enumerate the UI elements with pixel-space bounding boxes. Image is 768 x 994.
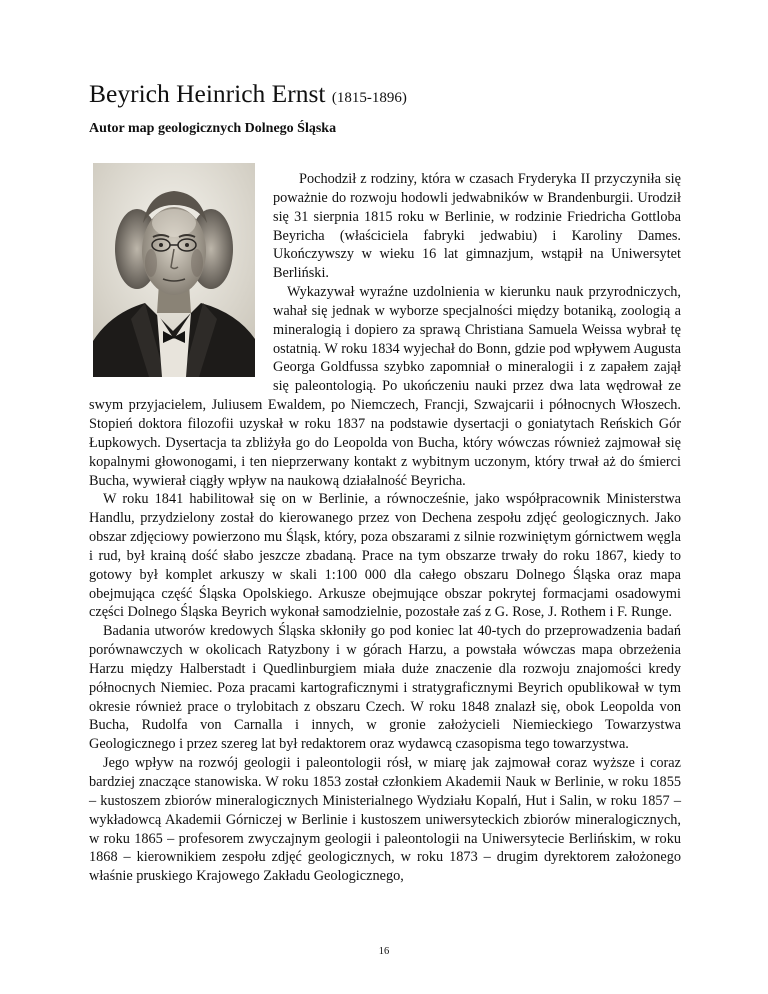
title-years: (1815-1896) xyxy=(331,90,407,106)
paragraph-3: W roku 1841 habilitował się on w Berlinie, a równocześnie, jako współpracownik Ministerstwa Handlu, przydzielony został do kierowanego przez von Dechena zespołu zdjęć geologicznych. Jako obszar zdjęciowy powierzono mu Śląsk, który, poza obszarami z silnie rozwiniętym górnictwem węgla i rud, był krainą dość słabo jeszcze zbadaną. Prace na tym obszarze trwały do roku 1867, kiedy to gotowy był komplet arkuszy w skali 1:100 000 dla całego obszaru Dolnego Śląska oraz mapa obejmująca część Śląska Opolskiego. Arkusze obejmujące obszar pokrytej formacjami osadowymi części Dolnego Śląska Beyrich wykonał samodzielnie, pozostałe zaś z G. Rose, J. Rothem i F. Runge. xyxy=(89,491,681,621)
paragraph-2: Wykazywał wyraźne uzdolnienia w kierunku nauk przyrodniczych, wahał się jednak w wyborze specjalności między botaniką, zoologią a mineralogią i dopiero za sprawą Christiana Samuela Weissa wybrał tę ostatnią. W roku 1834 wyjechał do Bonn, gdzie pod wpływem Augusta Georga Goldfussa szybko zapomniał o mineralogii i z zapałem zajął się paleontologią. Po ukończeniu nauki przez dwa lata wędrował ze swym przyjacielem, Juliusem Ewaldem, po Niemczech, Francji, Szwajcarii i północnych Włoszech. Stopień doktora filozofii uzyskał w roku 1837 na podstawie dysertacji o goniatytach Reńskich Gór Łupkowych. Dysertacja ta zbliżyła go do Leopolda von Bucha, który wówczas również zajmował się kopalnymi głowonogami, i ten nieprzerwany kontakt z wybitnym uczonym, który trwał aż do śmierci Bucha, wywierał ciągły wpływ na naukową działalność Beyricha. xyxy=(89,284,681,489)
paragraph-1: Pochodził z rodziny, która w czasach Fryderyka II przyczyniła się poważnie do rozwoju hodowli jedwabników w Brandenburgii. Urodził się 31 sierpnia 1815 roku w Berlinie, w rodzinie Friedricha Gottloba Beyricha (właściciela fabryki jedwabiu) i Karoliny Dames. Ukończywszy w wieku 16 lat gimnazjum, wstąpił na Uniwersytet Berliński. xyxy=(273,171,681,282)
paragraph-5: Jego wpływ na rozwój geologii i paleontologii rósł, w miarę jak zajmował coraz wyższe i coraz bardziej znaczące stanowiska. W roku 1853 został członkiem Akademii Nauk w Berlinie, w roku 1855 – kustoszem zbiorów mineralogicznych Ministerialnego Wydziału Kopalń, Hut i Salin, w roku 1857 – wykładowcą Akademii Górniczej w Berlinie i kustoszem uniwersyteckich zbiorów mineralogicznych, w roku 1865 – profesorem zwyczajnym geologii i paleontologii na Uniwersytecie Berlińskim, w roku 1868 – kierownikiem zespołu zdjęć geologicznych, w roku 1873 – drugim dyrektorem założonego właśnie pruskiego Krajowego Zakładu Geologicznego, xyxy=(89,755,681,885)
page-number: 16 xyxy=(378,946,390,957)
page-title xyxy=(89,78,407,114)
paragraph-4: Badania utworów kredowych Śląska skłoniły go pod koniec lat 40-tych do przeprowadzenia badań porównawczych w okolicach Ratyzbony i w górach Harzu, a powstała wówczas mapa obrzeżenia Harzu między Halberstadt i Quedlinburgiem miała duże znaczenie dla rozwoju znajomości kredy północnych Niemiec. Poza pracami kartograficznymi i stratygraficznymi Beyrich opublikował w tym okresie również prace o trylobitach z obszaru Czech. W roku 1848 znalazł się, obok Leopolda von Bucha, Rudolfa von Carnalla i innych, w gronie założycieli Niemieckiego Towarzystwa Geologicznego i przez szereg lat był redaktorem oraz wydawcą czasopisma tego towarzystwa. xyxy=(89,623,681,753)
article-subtitle: Autor map geologicznych Dolnego Śląska xyxy=(89,121,337,136)
portrait-float-spacer xyxy=(89,170,273,386)
article-body xyxy=(89,170,681,886)
title-name: Beyrich Heinrich Ernst xyxy=(89,79,326,108)
